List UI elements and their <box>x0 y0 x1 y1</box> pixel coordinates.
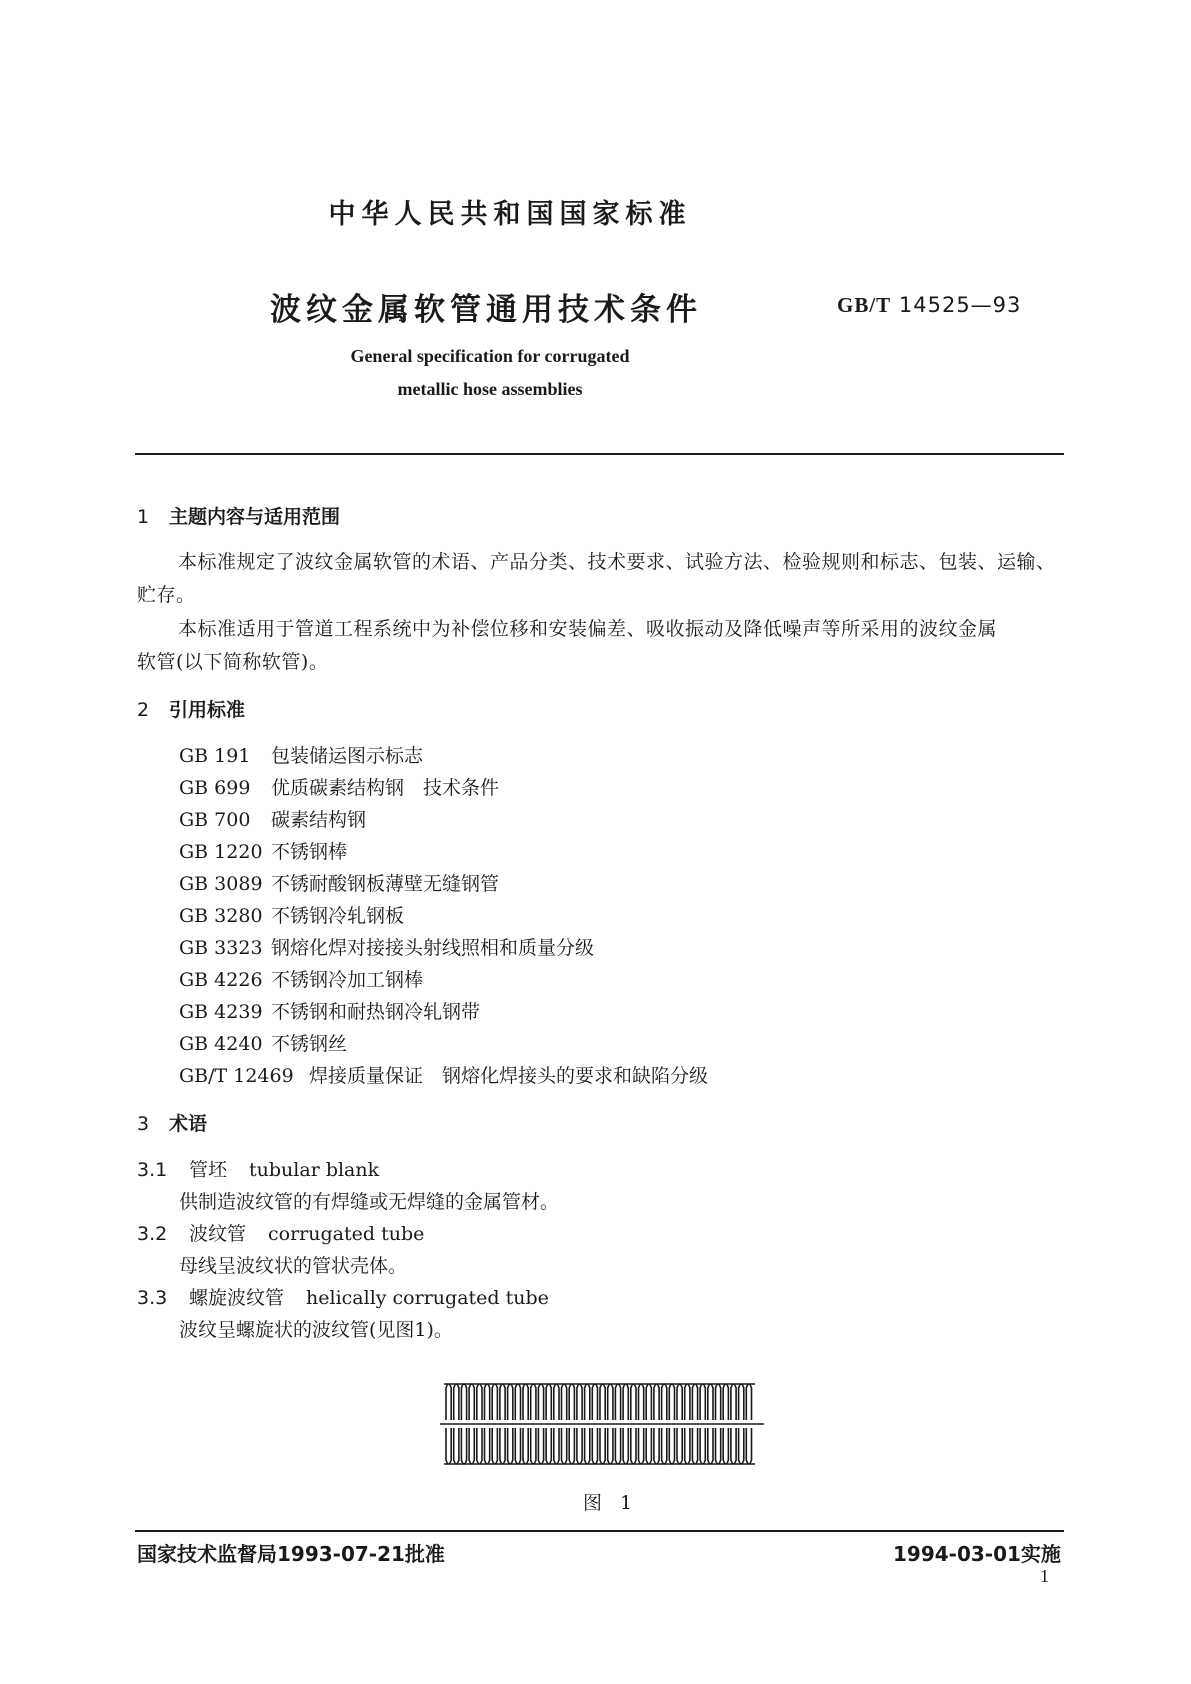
section-2-title: 引用标准 <box>169 699 246 721</box>
term-en: helically corrugated tube <box>306 1287 549 1309</box>
reference-item <box>179 1029 347 1056</box>
reference-name: 不锈耐酸钢板薄壁无缝钢管 <box>271 873 500 895</box>
term-number: 3.2 <box>137 1223 168 1245</box>
corrugation-fold-top <box>723 1384 728 1420</box>
corrugation-fold-bottom <box>608 1428 613 1464</box>
corrugation-fold-top <box>716 1384 721 1420</box>
corrugation-fold-bottom <box>692 1428 697 1464</box>
corrugation-fold-bottom <box>723 1428 728 1464</box>
corrugation-fold-top <box>646 1384 651 1420</box>
corrugation-fold-bottom <box>461 1428 466 1464</box>
corrugation-fold-top <box>469 1384 474 1420</box>
corrugation-fold-bottom <box>485 1428 490 1464</box>
reference-name: 包装储运图示标志 <box>271 745 424 767</box>
term-number: 3.3 <box>137 1287 168 1309</box>
corrugation-fold-bottom <box>646 1428 651 1464</box>
reference-name: 不锈钢和耐热钢冷轧钢带 <box>271 1001 481 1023</box>
corrugation-fold-bottom <box>515 1428 520 1464</box>
document-title-cn: 波纹金属软管通用技术条件 <box>270 292 702 328</box>
reference-name: 优质碳素结构钢 技术条件 <box>271 777 500 799</box>
corrugation-fold-top <box>700 1384 705 1420</box>
corrugation-fold-bottom <box>469 1428 474 1464</box>
corrugation-fold-bottom <box>446 1428 451 1464</box>
figure-1-caption: 图 1 <box>583 1492 639 1514</box>
term-cn: 波纹管 <box>189 1223 247 1245</box>
corrugation-fold-bottom <box>562 1428 567 1464</box>
reference-item <box>179 965 423 992</box>
reference-code: GB 191 <box>179 745 251 767</box>
reference-code: GB 3323 <box>179 937 263 959</box>
term-en: corrugated tube <box>268 1223 425 1245</box>
corrugation-fold-top <box>446 1384 451 1420</box>
corrugation-fold-bottom <box>654 1428 659 1464</box>
corrugation-fold-bottom <box>538 1428 543 1464</box>
standard-code <box>837 293 1021 318</box>
section-1-para-2-line-1: 本标准适用于管道工程系统中为补偿位移和安装偏差、吸收振动及降低噪声等所采用的波纹金属 <box>178 618 998 640</box>
corrugation-fold-top <box>677 1384 682 1420</box>
reference-name: 不锈钢棒 <box>271 841 348 863</box>
corrugation-fold-top <box>585 1384 590 1420</box>
reference-item <box>179 805 366 832</box>
corrugation-fold-bottom <box>546 1428 551 1464</box>
term-cn: 螺旋波纹管 <box>189 1287 285 1309</box>
corrugation-fold-bottom <box>662 1428 667 1464</box>
header-divider <box>135 453 1064 455</box>
corrugation-fold-top <box>508 1384 513 1420</box>
reference-name: 不锈钢冷加工钢棒 <box>271 969 424 991</box>
corrugation-fold-bottom <box>677 1428 682 1464</box>
corrugation-fold-top <box>654 1384 659 1420</box>
corrugation-fold-top <box>515 1384 520 1420</box>
approval-info: 国家技术监督局1993-07-21批准 <box>137 1542 445 1566</box>
corrugation-fold-bottom <box>739 1428 744 1464</box>
reference-name: 碳素结构钢 <box>271 809 367 831</box>
corrugation-fold-top <box>569 1384 574 1420</box>
reference-item <box>179 869 499 896</box>
reference-item <box>179 997 480 1024</box>
corrugation-fold-bottom <box>615 1428 620 1464</box>
term-entry <box>137 1283 549 1310</box>
implementation-date: 1994-03-01实施 <box>893 1542 1061 1566</box>
corrugation-fold-top <box>708 1384 713 1420</box>
reference-code: GB 3280 <box>179 905 263 927</box>
corrugation-fold-top <box>608 1384 613 1420</box>
reference-name: 钢熔化焊对接接头射线照相和质量分级 <box>271 937 595 959</box>
corrugation-fold-bottom <box>454 1428 459 1464</box>
corrugation-fold-top <box>454 1384 459 1420</box>
term-entry <box>137 1219 424 1246</box>
term-number: 3.1 <box>137 1159 168 1181</box>
corrugation-fold-top <box>554 1384 559 1420</box>
section-1-para-1-line-2: 贮存。 <box>137 584 196 606</box>
reference-code: GB 700 <box>179 809 251 831</box>
reference-item <box>179 933 594 960</box>
corrugation-fold-bottom <box>492 1428 497 1464</box>
corrugation-fold-top <box>477 1384 482 1420</box>
section-3-number: 3 <box>137 1113 150 1135</box>
corrugation-fold-bottom <box>577 1428 582 1464</box>
corrugation-fold-bottom <box>623 1428 628 1464</box>
corrugation-fold-bottom <box>639 1428 644 1464</box>
figure-1-helical-tube-drawing <box>440 1378 764 1470</box>
section-3-heading <box>137 1109 207 1136</box>
reference-item <box>179 901 404 928</box>
corrugation-fold-top <box>739 1384 744 1420</box>
document-title-en-line2: metallic hose assemblies <box>397 379 583 399</box>
corrugation-fold-top <box>692 1384 697 1420</box>
corrugation-fold-bottom <box>569 1428 574 1464</box>
corrugation-fold-top <box>731 1384 736 1420</box>
reference-code: GB 1220 <box>179 841 263 863</box>
reference-name: 不锈钢丝 <box>271 1033 348 1055</box>
corrugation-fold-bottom <box>500 1428 505 1464</box>
national-standard-heading: 中华人民共和国国家标准 <box>328 199 692 230</box>
corrugation-fold-top <box>639 1384 644 1420</box>
term-definition: 供制造波纹管的有焊缝或无焊缝的金属管材。 <box>179 1191 560 1213</box>
section-3-title: 术语 <box>169 1113 208 1135</box>
corrugation-fold-top <box>600 1384 605 1420</box>
corrugation-fold-bottom <box>669 1428 674 1464</box>
corrugation-fold-top <box>623 1384 628 1420</box>
reference-name: 焊接质量保证 钢熔化焊接头的要求和缺陷分级 <box>309 1065 709 1087</box>
corrugation-fold-top <box>562 1384 567 1420</box>
corrugation-fold-top <box>500 1384 505 1420</box>
reference-name: 不锈钢冷轧钢板 <box>271 905 405 927</box>
section-2-number: 2 <box>137 699 150 721</box>
corrugation-fold-bottom <box>508 1428 513 1464</box>
corrugation-fold-top <box>461 1384 466 1420</box>
corrugation-fold-top <box>662 1384 667 1420</box>
reference-code: GB 3089 <box>179 873 263 895</box>
corrugation-fold-top <box>531 1384 536 1420</box>
section-1-para-1-line-1: 本标准规定了波纹金属软管的术语、产品分类、技术要求、试验方法、检验规则和标志、包装、运输、 <box>178 551 1056 573</box>
corrugation-fold-top <box>492 1384 497 1420</box>
reference-code: GB 4239 <box>179 1001 263 1023</box>
corrugation-fold-bottom <box>531 1428 536 1464</box>
section-1-number: 1 <box>137 506 150 528</box>
footer-divider <box>135 1530 1064 1532</box>
corrugation-fold-top <box>669 1384 674 1420</box>
corrugation-fold-top <box>546 1384 551 1420</box>
term-definition: 母线呈波纹状的管状壳体。 <box>179 1255 408 1277</box>
reference-code: GB 4240 <box>179 1033 263 1055</box>
corrugation-fold-bottom <box>523 1428 528 1464</box>
standard-code-prefix: GB/T <box>837 293 892 317</box>
reference-item <box>179 741 423 768</box>
section-1-heading <box>137 502 340 529</box>
term-definition: 波纹呈螺旋状的波纹管(见图1)。 <box>179 1319 453 1341</box>
reference-code: GB 4226 <box>179 969 263 991</box>
reference-item <box>179 837 347 864</box>
reference-item <box>179 773 499 800</box>
corrugation-fold-bottom <box>631 1428 636 1464</box>
corrugation-fold-top <box>577 1384 582 1420</box>
corrugation-fold-top <box>485 1384 490 1420</box>
corrugation-fold-bottom <box>592 1428 597 1464</box>
document-title-en-line1: General specification for corrugated <box>350 346 630 366</box>
reference-item <box>179 1061 708 1088</box>
term-en: tubular blank <box>249 1159 380 1181</box>
section-1-title: 主题内容与适用范围 <box>169 506 341 528</box>
corrugation-fold-bottom <box>554 1428 559 1464</box>
corrugation-fold-bottom <box>685 1428 690 1464</box>
corrugation-fold-bottom <box>585 1428 590 1464</box>
corrugation-fold-top <box>615 1384 620 1420</box>
section-1-para-2-line-2: 软管(以下简称软管)。 <box>137 651 329 673</box>
corrugation-fold-top <box>631 1384 636 1420</box>
corrugation-fold-bottom <box>746 1428 751 1464</box>
reference-code: GB/T 12469 <box>179 1065 294 1087</box>
corrugation-fold-top <box>592 1384 597 1420</box>
corrugation-fold-bottom <box>708 1428 713 1464</box>
standard-code-number: 14525—93 <box>898 293 1022 317</box>
corrugation-fold-top <box>538 1384 543 1420</box>
term-entry <box>137 1155 379 1182</box>
term-cn: 管坯 <box>189 1159 228 1181</box>
corrugation-fold-bottom <box>700 1428 705 1464</box>
corrugation-fold-top <box>523 1384 528 1420</box>
corrugation-fold-top <box>685 1384 690 1420</box>
corrugation-fold-bottom <box>600 1428 605 1464</box>
corrugation-fold-bottom <box>477 1428 482 1464</box>
reference-code: GB 699 <box>179 777 251 799</box>
page-number: 1 <box>1040 1566 1049 1586</box>
section-2-heading <box>137 695 245 722</box>
corrugation-fold-bottom <box>716 1428 721 1464</box>
corrugation-fold-bottom <box>731 1428 736 1464</box>
corrugation-fold-top <box>746 1384 751 1420</box>
